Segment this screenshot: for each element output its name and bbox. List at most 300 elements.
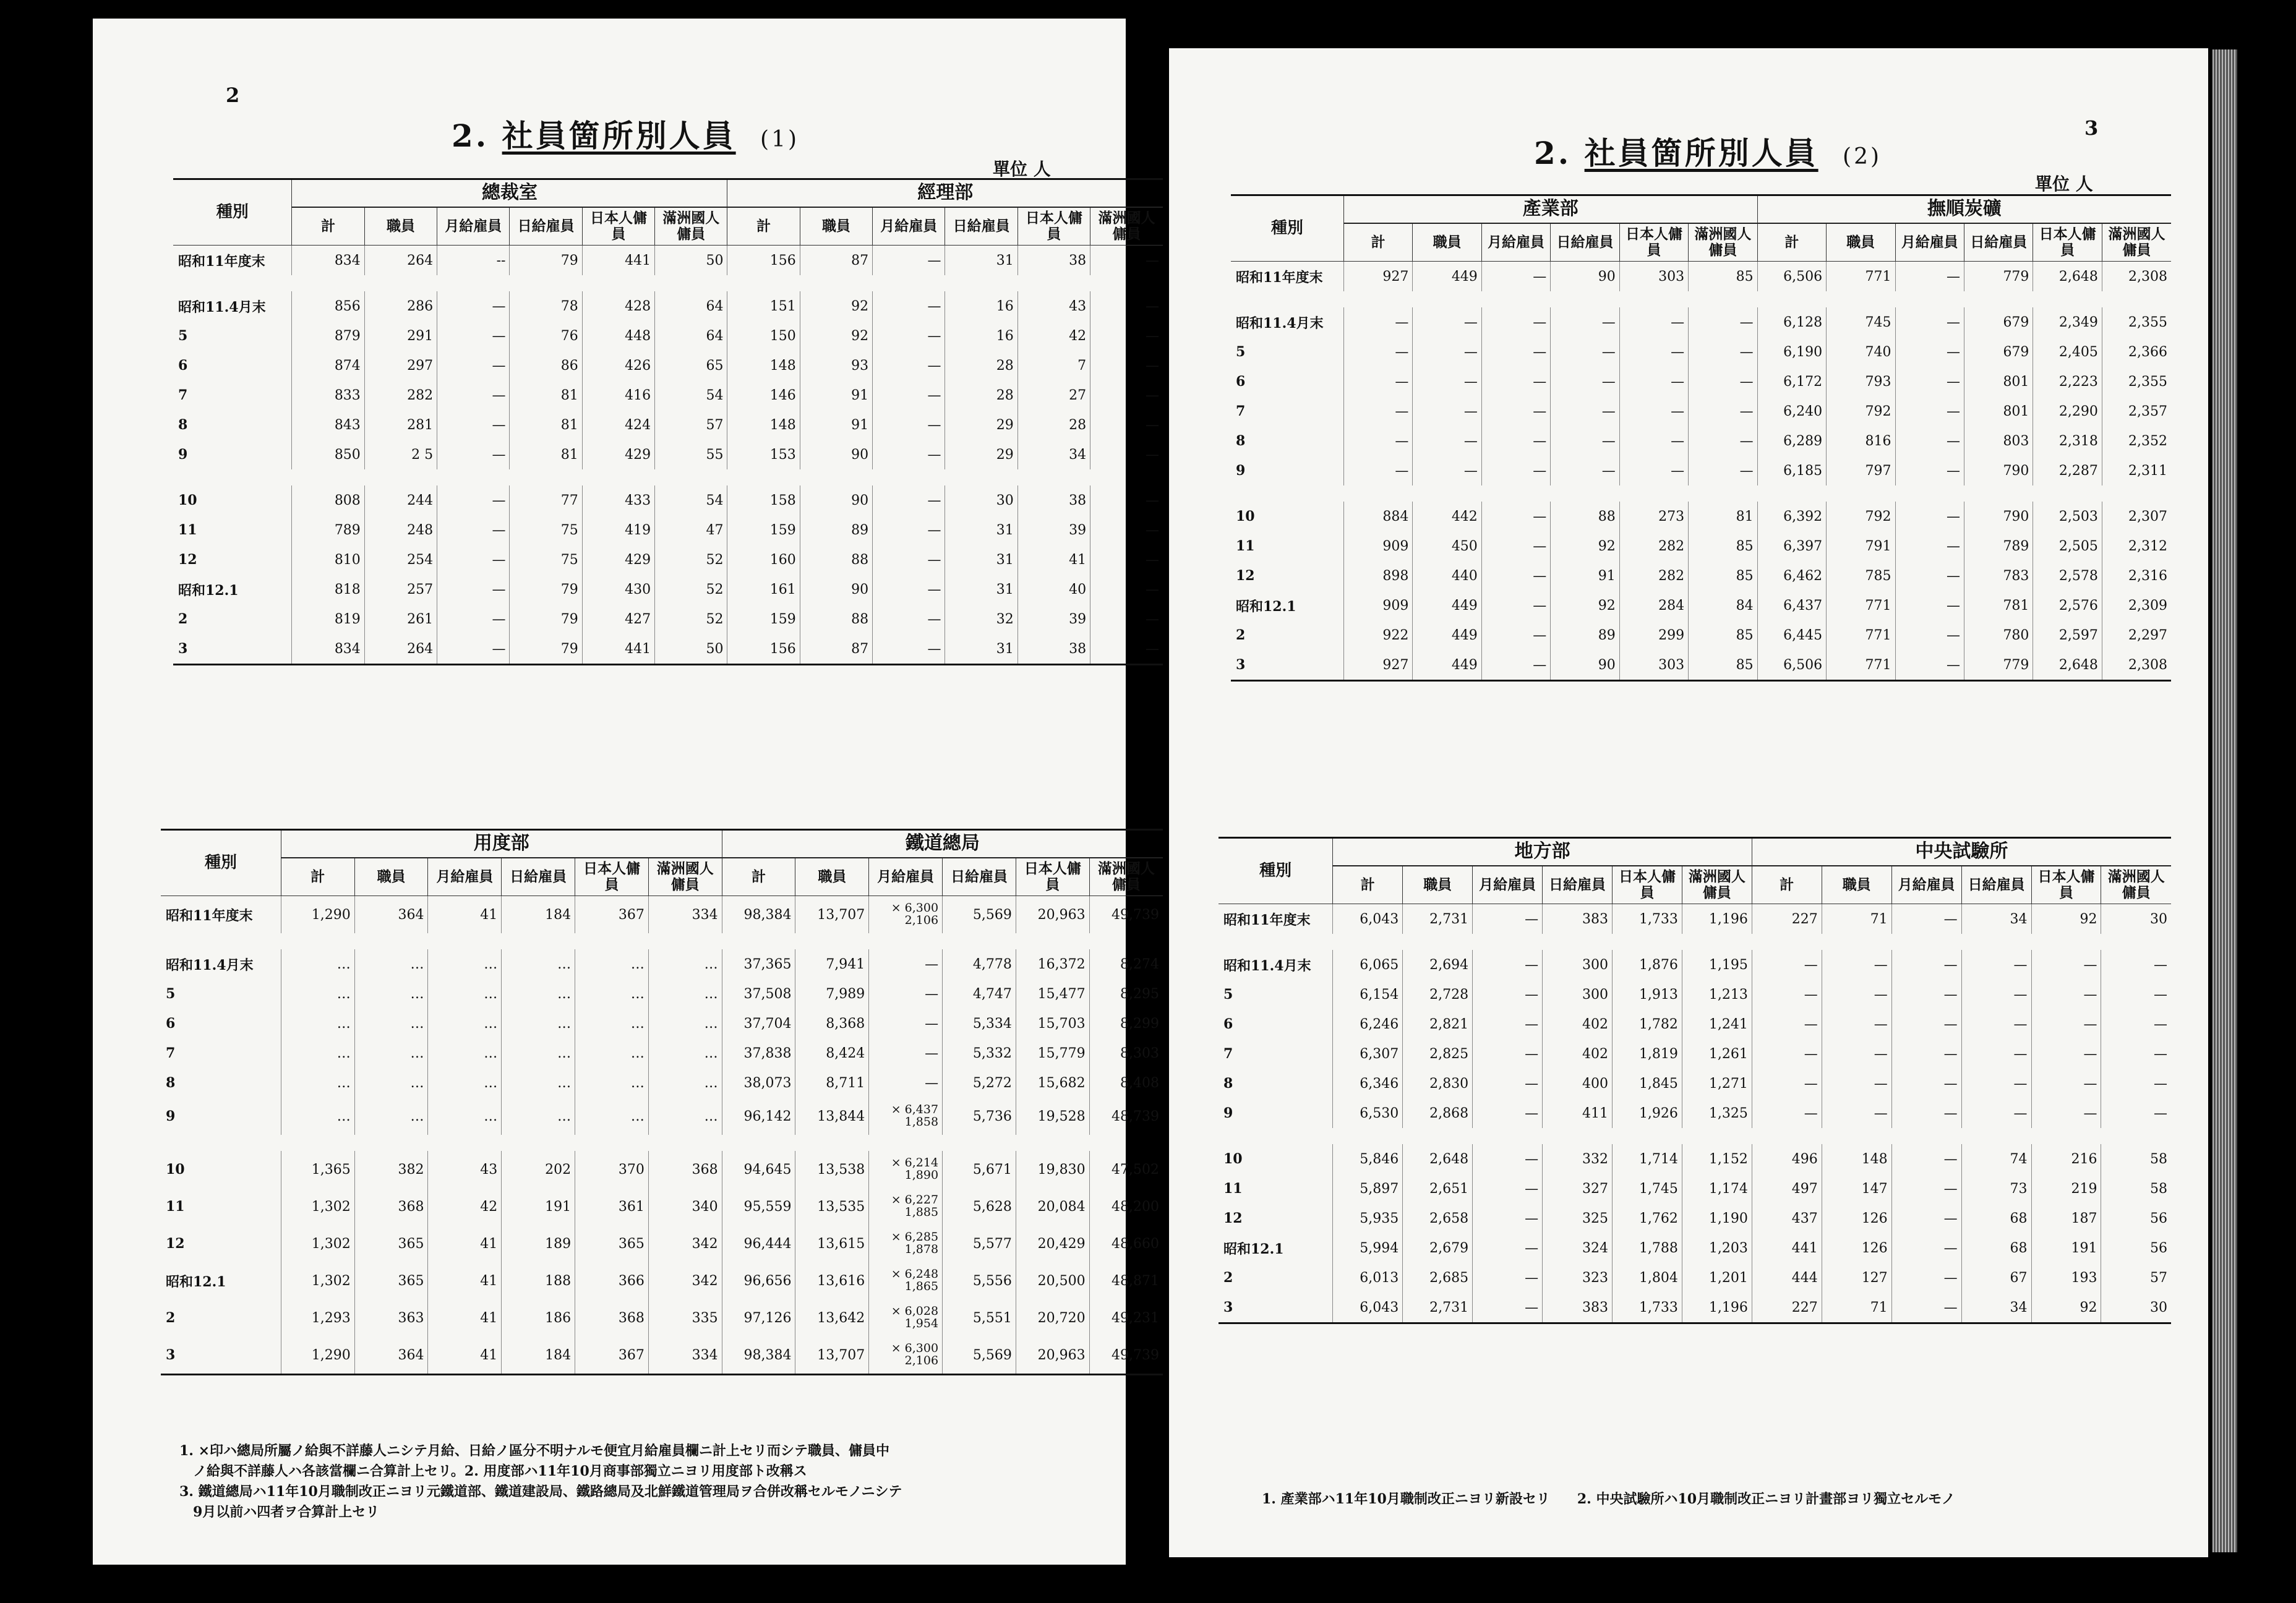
unit-label: 單位 人 [993, 159, 1051, 179]
data-cell: 16 [945, 321, 1017, 351]
data-cell: 335 [648, 1299, 722, 1336]
data-cell: × 6,227 1,885 [869, 1188, 943, 1225]
data-cell: — [1895, 367, 1964, 396]
data-cell: 364 [354, 1336, 428, 1375]
data-cell: 6,397 [1757, 531, 1826, 561]
data-cell: — [1413, 367, 1481, 396]
data-cell: 441 [582, 246, 654, 276]
data-cell: 5,569 [943, 896, 1016, 934]
data-cell: — [437, 321, 510, 351]
data-cell: 2,731 [1403, 904, 1473, 934]
data-cell: 297 [364, 351, 437, 380]
row-label: 12 [1223, 1210, 1243, 1227]
table-row [1219, 904, 2171, 934]
data-cell: 424 [582, 410, 654, 440]
data-cell: 94,645 [722, 1151, 795, 1188]
data-cell: … [575, 949, 649, 979]
data-cell: — [1481, 561, 1550, 591]
data-cell: 31 [945, 545, 1017, 575]
data-cell: 450 [1413, 531, 1481, 561]
column-header: 滿洲國人傭員 [655, 207, 727, 246]
data-cell: 42 [1017, 321, 1090, 351]
group-header: 撫順炭礦 [1757, 195, 2171, 223]
row-label: 2 [1236, 627, 1246, 644]
data-cell: — [1891, 1009, 1961, 1039]
data-cell: 13,538 [795, 1151, 869, 1188]
data-cell: — [1473, 1174, 1543, 1203]
data-cell: 84 [1689, 591, 1757, 620]
data-cell: 6,289 [1757, 426, 1826, 456]
data-cell: 5,846 [1333, 1144, 1403, 1174]
data-cell: — [873, 321, 945, 351]
data-cell: — [1895, 426, 1964, 456]
row-label: 昭和11年度末 [166, 907, 253, 924]
row-label: 5 [1223, 986, 1233, 1003]
data-cell: — [437, 410, 510, 440]
data-cell: 441 [1752, 1233, 1822, 1263]
data-cell: — [1413, 307, 1481, 337]
left-page [93, 19, 1159, 1565]
data-cell: 48,200 [1089, 1188, 1163, 1225]
data-cell: 2,658 [1403, 1203, 1473, 1233]
data-cell: 323 [1543, 1263, 1613, 1293]
column-header: 計 [1752, 866, 1822, 904]
data-cell: 327 [1543, 1174, 1613, 1203]
row-label: 6 [178, 357, 188, 374]
personnel-table [161, 829, 1163, 1375]
data-cell: 202 [502, 1151, 575, 1188]
row-label: 昭和11.4月末 [178, 299, 266, 315]
data-cell: 801 [1964, 367, 2033, 396]
spacer-cell [1231, 485, 2171, 502]
column-header: 月給雇員 [869, 858, 943, 896]
data-cell: 90 [800, 575, 872, 604]
data-cell: 42 [428, 1188, 502, 1225]
data-cell: … [575, 979, 649, 1009]
data-cell: — [873, 485, 945, 515]
table-row [161, 1151, 1163, 1188]
column-header: 月給雇員 [1473, 866, 1543, 904]
table-row [173, 604, 1163, 634]
data-cell: 2,311 [2102, 456, 2171, 485]
table-row [1219, 1069, 2171, 1098]
data-cell: 219 [2031, 1174, 2101, 1203]
column-header: 職員 [1822, 866, 1891, 904]
data-cell: 89 [1551, 620, 1619, 650]
data-cell: 48,739 [1089, 1098, 1163, 1135]
table-row [1231, 620, 2171, 650]
data-cell: 771 [1827, 262, 1895, 292]
data-cell: 834 [292, 246, 364, 276]
data-cell: 771 [1827, 620, 1895, 650]
data-cell: 6,445 [1757, 620, 1826, 650]
data-cell: — [2031, 1039, 2101, 1069]
data-cell: 41 [428, 896, 502, 934]
data-cell: 1,733 [1613, 904, 1682, 934]
data-cell: × 6,437 1,858 [869, 1098, 943, 1135]
data-cell: 2,357 [2102, 396, 2171, 426]
column-header: 日本人傭員 [575, 858, 649, 896]
data-cell: — [1473, 980, 1543, 1009]
data-cell: 95,559 [722, 1188, 795, 1225]
data-cell: 98,384 [722, 1336, 795, 1375]
data-cell: — [1895, 502, 1964, 531]
data-cell: 184 [502, 896, 575, 934]
data-cell: — [1619, 337, 1688, 367]
data-cell: — [437, 485, 510, 515]
table-row [173, 545, 1163, 575]
data-cell: — [1961, 1039, 2031, 1069]
data-cell: — [1895, 337, 1964, 367]
table-row [161, 949, 1163, 979]
data-cell: — [1891, 1174, 1961, 1203]
row-label: 11 [178, 522, 197, 539]
data-cell: 745 [1827, 307, 1895, 337]
table-row [173, 634, 1163, 665]
data-cell: 1,733 [1613, 1293, 1682, 1323]
data-cell: 79 [510, 246, 582, 276]
data-cell: 281 [364, 410, 437, 440]
data-cell: — [1961, 950, 2031, 980]
data-cell: 227 [1752, 904, 1822, 934]
data-cell: 6,043 [1333, 1293, 1403, 1323]
data-cell: 30 [2101, 904, 2171, 934]
table-row [1231, 456, 2171, 485]
column-header: 月給雇員 [1481, 223, 1550, 262]
data-cell: — [1895, 262, 1964, 292]
data-cell: 1,782 [1613, 1009, 1682, 1039]
table-row [173, 351, 1163, 380]
data-cell: 54 [655, 485, 727, 515]
data-cell: — [437, 380, 510, 410]
data-cell: 299 [1619, 620, 1688, 650]
data-cell: — [1413, 456, 1481, 485]
data-cell: … [354, 1068, 428, 1098]
right-page [1169, 48, 2208, 1557]
data-cell: 188 [502, 1262, 575, 1299]
data-cell: 261 [364, 604, 437, 634]
row-label: 5 [166, 986, 176, 1002]
data-cell: — [2031, 1009, 2101, 1039]
data-cell: 93 [800, 351, 872, 380]
data-cell: — [1895, 591, 1964, 620]
data-cell: 1,804 [1613, 1263, 1682, 1293]
row-label: 3 [173, 634, 292, 665]
data-cell: 779 [1964, 262, 2033, 292]
data-cell: 32 [945, 604, 1017, 634]
data-cell: 20,963 [1016, 896, 1089, 934]
data-cell: 2,578 [2033, 561, 2102, 591]
data-cell: — [873, 604, 945, 634]
data-cell: 160 [727, 545, 800, 575]
data-cell: — [1961, 980, 2031, 1009]
data-cell: — [2031, 980, 2101, 1009]
data-cell: 189 [502, 1225, 575, 1262]
spacer-row [1231, 291, 2171, 307]
data-cell: — [873, 575, 945, 604]
data-cell: 29 [945, 440, 1017, 469]
data-cell: 833 [292, 380, 364, 410]
data-cell: … [648, 1038, 722, 1068]
spacer-row [161, 933, 1163, 949]
data-cell: … [281, 949, 354, 979]
data-cell: 2,503 [2033, 502, 2102, 531]
data-cell: … [648, 979, 722, 1009]
data-cell: … [502, 1038, 575, 1068]
data-cell: — [1619, 307, 1688, 337]
table-row [1231, 307, 2171, 337]
data-cell: 785 [1827, 561, 1895, 591]
data-cell: 8,424 [795, 1038, 869, 1068]
data-cell: 19,830 [1016, 1151, 1089, 1188]
data-cell: 363 [354, 1299, 428, 1336]
data-cell: 2,825 [1403, 1039, 1473, 1069]
data-cell: 834 [292, 634, 364, 665]
data-cell: 449 [1413, 650, 1481, 681]
data-cell: 31 [945, 634, 1017, 665]
data-cell: 264 [364, 634, 437, 665]
data-cell: 2,309 [2102, 591, 2171, 620]
data-cell: × 6,285 1,878 [869, 1225, 943, 1262]
data-cell: — [1481, 426, 1550, 456]
group-header: 鐵道總局 [722, 830, 1163, 858]
table-row [1231, 337, 2171, 367]
data-cell: — [1090, 575, 1163, 604]
data-cell: 368 [648, 1151, 722, 1188]
data-cell: — [1891, 950, 1961, 980]
data-cell: 50 [655, 634, 727, 665]
column-header: 計 [1333, 866, 1403, 904]
data-cell: 6,043 [1333, 904, 1403, 934]
data-cell: 5,551 [943, 1299, 1016, 1336]
row-label: 2 [178, 611, 188, 628]
spacer-cell [173, 469, 1163, 485]
kind-header: 種別 [161, 830, 281, 896]
data-cell: 2,355 [2102, 367, 2171, 396]
column-header: 月給雇員 [428, 858, 502, 896]
data-cell: — [1090, 604, 1163, 634]
footnotes [1262, 1489, 2190, 1510]
row-label: 2 [1223, 1270, 1233, 1286]
data-cell: 803 [1964, 426, 2033, 456]
data-cell: 37,838 [722, 1038, 795, 1068]
table-row [161, 1336, 1163, 1375]
data-cell: 64 [655, 291, 727, 321]
data-cell: 7 [1017, 351, 1090, 380]
data-cell: 20,963 [1016, 1336, 1089, 1375]
data-cell: 88 [800, 545, 872, 575]
data-cell: 2,505 [2033, 531, 2102, 561]
data-cell: 96,142 [722, 1098, 795, 1135]
data-cell: 781 [1964, 591, 2033, 620]
data-cell: — [1822, 950, 1891, 980]
data-cell: — [437, 634, 510, 665]
data-cell: … [281, 1038, 354, 1068]
row-label: 12 [178, 552, 197, 568]
data-cell: 1,290 [281, 1336, 354, 1375]
data-cell: 13,707 [795, 896, 869, 934]
data-cell: 2,868 [1403, 1098, 1473, 1128]
data-cell: 2,349 [2033, 307, 2102, 337]
column-header: 計 [1343, 223, 1412, 262]
data-cell: 79 [510, 634, 582, 665]
data-cell: 85 [1689, 650, 1757, 681]
column-header: 日本人傭員 [582, 207, 654, 246]
data-cell: 38,073 [722, 1068, 795, 1098]
data-cell: — [869, 1038, 943, 1068]
data-cell: — [1090, 351, 1163, 380]
data-cell: 91 [1551, 561, 1619, 591]
data-cell: 147 [1822, 1174, 1891, 1203]
data-cell: 75 [510, 515, 582, 545]
data-cell: 64 [655, 321, 727, 351]
data-cell: … [354, 949, 428, 979]
data-cell: 92 [1551, 531, 1619, 561]
data-cell: 16 [945, 291, 1017, 321]
column-header: 日給雇員 [1543, 866, 1613, 904]
data-cell: 1,302 [281, 1225, 354, 1262]
data-cell: — [1473, 1098, 1543, 1128]
data-cell: 843 [292, 410, 364, 440]
column-header: 月給雇員 [1891, 866, 1961, 904]
data-cell: 2 5 [364, 440, 437, 469]
data-cell: 411 [1543, 1098, 1613, 1128]
data-cell: 86 [510, 351, 582, 380]
data-cell: 6,013 [1333, 1263, 1403, 1293]
data-cell: — [1090, 485, 1163, 515]
data-cell: 334 [648, 1336, 722, 1375]
data-cell: 57 [2101, 1263, 2171, 1293]
data-cell: 34 [1961, 904, 2031, 934]
data-cell: 6,128 [1757, 307, 1826, 337]
row-label: 3 [161, 1336, 281, 1375]
data-cell: 146 [727, 380, 800, 410]
data-cell: 13,616 [795, 1262, 869, 1299]
group-header: 經理部 [727, 179, 1163, 207]
column-header: 日本人傭員 [2033, 223, 2102, 262]
data-cell: 1,195 [1682, 950, 1752, 980]
data-cell: — [1090, 410, 1163, 440]
data-cell: — [1481, 650, 1550, 681]
data-cell: 15,477 [1016, 979, 1089, 1009]
data-cell: — [1090, 291, 1163, 321]
data-cell: 2,366 [2102, 337, 2171, 367]
data-cell: — [1895, 620, 1964, 650]
data-cell: 90 [800, 440, 872, 469]
data-cell: 38 [1017, 246, 1090, 276]
data-cell: 2,821 [1403, 1009, 1473, 1039]
data-cell: — [1090, 321, 1163, 351]
data-cell: 2,316 [2102, 561, 2171, 591]
row-label: 11 [1223, 1181, 1243, 1197]
data-cell: 1,196 [1682, 904, 1752, 934]
data-cell: — [1961, 1098, 2031, 1128]
data-cell: 28 [945, 380, 1017, 410]
data-cell: 783 [1964, 561, 2033, 591]
data-cell: 342 [648, 1225, 722, 1262]
data-cell: -- [437, 246, 510, 276]
data-cell: 2,307 [2102, 502, 2171, 531]
data-cell: 771 [1827, 591, 1895, 620]
data-cell: — [1689, 337, 1757, 367]
data-cell: 6,462 [1757, 561, 1826, 591]
page-number: 3 [2084, 116, 2099, 140]
data-cell: 38 [1017, 485, 1090, 515]
data-cell: 98,384 [722, 896, 795, 934]
row-label: 8 [166, 1075, 176, 1092]
row-label: 昭和11年度末 [178, 253, 265, 270]
data-cell: 402 [1543, 1039, 1613, 1069]
footnote-line: 3. 鐵道總局ハ11年10月職制改正ニヨリ元鐵道部、鐵道建設局、鐵路總局及北鮮鐵道管理局ヲ合併改稱セルモノニシテ [179, 1484, 902, 1500]
data-cell: 1,290 [281, 896, 354, 934]
data-cell: 89 [800, 515, 872, 545]
table-row [1219, 980, 2171, 1009]
spacer-row [173, 469, 1163, 485]
data-cell: — [1619, 456, 1688, 485]
data-cell: — [869, 949, 943, 979]
data-cell: 13,615 [795, 1225, 869, 1262]
data-cell: 2,355 [2102, 307, 2171, 337]
data-cell: 5,332 [943, 1038, 1016, 1068]
column-header: 日給雇員 [502, 858, 575, 896]
data-cell: — [1619, 396, 1688, 426]
spacer-row [1231, 485, 2171, 502]
data-cell: 58 [2101, 1174, 2171, 1203]
data-cell: 444 [1752, 1263, 1822, 1293]
data-cell: 790 [1964, 456, 2033, 485]
data-cell: 1,201 [1682, 1263, 1752, 1293]
data-cell: 5,569 [943, 1336, 1016, 1375]
data-cell: — [1343, 456, 1412, 485]
data-cell: 92 [2031, 904, 2101, 934]
data-cell: 15,682 [1016, 1068, 1089, 1098]
data-cell: 81 [510, 410, 582, 440]
data-cell: 37,704 [722, 1009, 795, 1038]
data-cell: 879 [292, 321, 364, 351]
data-cell: 8,408 [1089, 1068, 1163, 1098]
data-cell: 909 [1343, 531, 1412, 561]
data-cell: 2,685 [1403, 1263, 1473, 1293]
data-cell: … [354, 1038, 428, 1068]
data-cell: 442 [1413, 502, 1481, 531]
data-cell: — [1481, 591, 1550, 620]
data-cell: — [1551, 307, 1619, 337]
data-cell: 5,272 [943, 1068, 1016, 1098]
data-cell: 2,731 [1403, 1293, 1473, 1323]
data-cell: — [1473, 1039, 1543, 1069]
column-header: 職員 [1403, 866, 1473, 904]
data-cell: — [2031, 1069, 2101, 1098]
data-cell: … [575, 1068, 649, 1098]
table-row [1219, 950, 2171, 980]
row-label: 8 [178, 417, 188, 434]
data-cell: 191 [502, 1188, 575, 1225]
data-cell: 41 [1017, 545, 1090, 575]
data-cell: 30 [945, 485, 1017, 515]
row-label: 9 [1223, 1105, 1233, 1122]
data-cell: 13,535 [795, 1188, 869, 1225]
data-cell: 1,876 [1613, 950, 1682, 980]
column-header: 日給雇員 [1964, 223, 2033, 262]
row-label: 9 [1236, 463, 1246, 479]
data-cell: — [1473, 1233, 1543, 1263]
data-cell: 153 [727, 440, 800, 469]
data-cell: — [1090, 440, 1163, 469]
data-cell: … [575, 1038, 649, 1068]
data-cell: — [1473, 904, 1543, 934]
data-cell: 148 [727, 410, 800, 440]
title-part: (2) [1843, 144, 1882, 169]
